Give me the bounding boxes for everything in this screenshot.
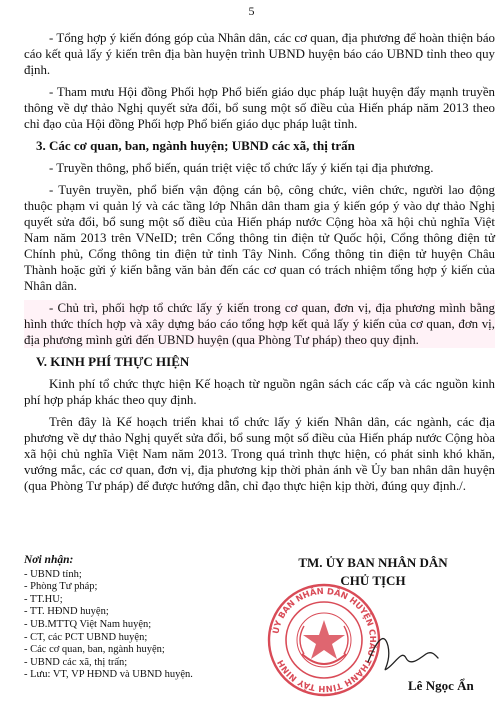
signature-title: CHỦ TỊCH xyxy=(340,573,406,588)
recipients-list xyxy=(24,569,254,682)
recipient-item: - Lưu: VT, VP HĐND và UBND huyện. xyxy=(24,669,193,681)
document-footer xyxy=(0,546,503,726)
section-heading-5: V. KINH PHÍ THỰC HIỆN xyxy=(36,354,190,369)
recipient-item: - TT. HĐND huyện; xyxy=(24,606,109,618)
signer-name: Lê Ngọc Ẩn xyxy=(408,678,474,693)
handwritten-signature-icon xyxy=(362,624,442,684)
paragraph-communication: - Truyền thông, phổ biến, quán triệt việc tổ chức lấy ý kiến tại địa phương. xyxy=(49,161,434,175)
seal-text: ỦY BAN NHÂN DÂN HUYỆN CHÂU THÀNH TỈNH TÂY NINH xyxy=(270,585,379,695)
recipient-item: - UBND tỉnh; xyxy=(24,568,82,580)
paragraph-propaganda: - Tuyên truyền, phổ biến vận động cán bộ, công chức, viên chức, người lao động thuộc phạm vi quản lý và các tầng lớp Nhân dân tham gia ý kiến góp ý vào dự thảo Nghị quyết sửa đổi, bổ sung một số điều của Hiến pháp nước Cộng hòa xã hội chủ nghĩa Việt Nam năm 2013 trên VNeID; trên Cổng thông tin điện tử Quốc hội, Cổng thông điện tử Chính phủ, Cổng thông tin điện tử tỉnh Tây Ninh. Cổng thông tin điện tử huyện Châu Thành hoặc gửi ý kiến bằng văn bản đến các cơ quan có trách nhiệm tổng hợp ý kiến của Nhân dân. xyxy=(24,183,495,293)
recipient-item: - Các cơ quan, ban, ngành huyện; xyxy=(24,644,165,656)
recipient-item: - UBND các xã, thị trấn; xyxy=(24,656,128,668)
paragraph-advise-council: - Tham mưu Hội đồng Phối hợp Phổ biến giáo dục pháp luật huyện đẩy mạnh truyền thông về dự thảo Nghị quyết sửa đổi, bổ sung một số điều của Hiến pháp năm 2013 theo chỉ đạo của Hội đồng Phối hợp Phổ biến giáo dục pháp luật tỉnh. xyxy=(24,85,495,131)
page-number: 5 xyxy=(248,4,255,18)
recipient-item: - Phòng Tư pháp; xyxy=(24,581,98,593)
recipient-item: - TT.HU; xyxy=(24,593,63,605)
signature-block xyxy=(258,554,488,695)
paragraph-summary-opinions: - Tổng hợp ý kiến đóng góp của Nhân dân, các cơ quan, địa phương để hoàn thiện báo cáo kết quả lấy ý kiến trên địa bàn huyện trình UBND huyện báo cáo UBND tỉnh theo quy định. xyxy=(24,31,495,77)
recipient-item: - CT, các PCT UBND huyện; xyxy=(24,631,148,643)
paragraph-closing: Trên đây là Kế hoạch triển khai tổ chức lấy ý kiến Nhân dân, các ngành, các địa phương về dự thảo Nghị quyết sửa đổi, bổ sung một số điều của Hiến pháp nước Cộng hòa xã hội chủ nghĩa Việt Nam năm 2013. Trong quá trình thực hiện, có phát sinh khó khăn, vướng mắc, các cơ quan, đơn vị, địa phương kịp thời phản ánh về Ủy ban nhân dân huyện (qua Phòng Tư pháp) để được hướng dẫn, chỉ đạo thực hiện kịp thời, đúng quy định./. xyxy=(24,415,495,493)
signature-org: TM. ỦY BAN NHÂN DÂN xyxy=(298,555,448,570)
recipients-heading: Nơi nhận: xyxy=(24,554,74,566)
recipient-item: - UB.MTTQ Việt Nam huyện; xyxy=(24,618,152,630)
recipients-block xyxy=(24,554,254,682)
paragraph-funding: Kinh phí tổ chức thực hiện Kế hoạch từ nguồn ngân sách các cấp và các nguồn kinh phí hợp pháp khác theo quy định. xyxy=(24,377,495,407)
section-heading-3: 3. Các cơ quan, ban, ngành huyện; UBND các xã, thị trấn xyxy=(36,138,355,153)
document-body xyxy=(24,30,495,500)
paragraph-coordinate: - Chủ trì, phối hợp tổ chức lấy ý kiến trong cơ quan, đơn vị, địa phương mình bằng hình thức thích hợp và xây dựng báo cáo tổng hợp kết quả lấy ý kiến của cơ quan, đơn vị, địa phương mình gửi đến UBND huyện (qua Phòng Tư pháp) theo quy định. xyxy=(24,301,495,347)
